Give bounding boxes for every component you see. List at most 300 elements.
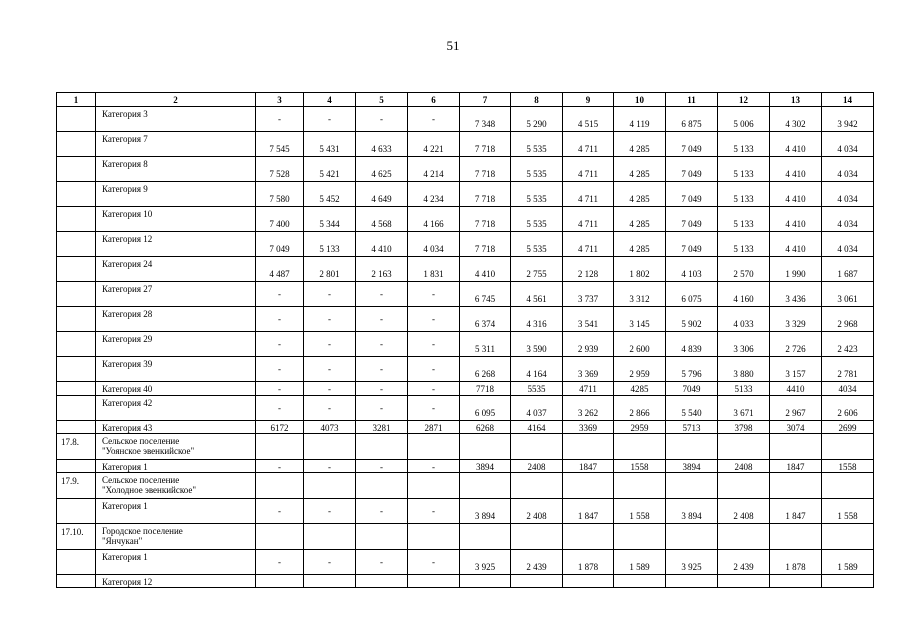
value-cell: 4 410 [770,132,822,157]
value-cell: 1558 [614,460,666,473]
value-cell: 3894 [460,460,511,473]
table-row [57,382,874,396]
row-name-cell [96,382,256,396]
value-cell: 5 535 [511,182,563,207]
value-cell: 2 128 [563,257,614,282]
value-cell: - [256,460,304,473]
value-cell [563,524,614,550]
value-cell [304,575,356,588]
value-cell: 3 925 [460,550,511,575]
row-number-cell [57,460,96,473]
column-header: 2 [96,93,256,107]
value-cell: 4 285 [614,232,666,257]
row-number-cell [57,307,96,332]
value-cell: 4 234 [408,182,460,207]
value-cell: 7 545 [256,132,304,157]
row-number-cell [57,107,96,132]
value-cell [563,473,614,499]
value-cell: - [304,382,356,396]
value-cell: 7 718 [460,232,511,257]
value-cell: - [304,107,356,132]
value-cell [356,575,408,588]
value-cell [304,434,356,460]
table-row [57,132,874,157]
value-cell [511,575,563,588]
value-cell: - [356,382,408,396]
column-header: 12 [718,93,770,107]
value-cell: 1 558 [822,499,874,524]
value-cell [666,524,718,550]
value-cell: 1 878 [563,550,614,575]
table-row [57,232,874,257]
value-cell: 1 878 [770,550,822,575]
value-cell: - [256,382,304,396]
column-header: 7 [460,93,511,107]
row-name-line: Категория 39 [102,359,153,369]
row-number-cell [57,357,96,382]
table-row [57,460,874,473]
value-cell: 2 570 [718,257,770,282]
value-cell [770,473,822,499]
value-cell: 1 589 [822,550,874,575]
value-cell: 4 285 [614,207,666,232]
value-cell: - [256,107,304,132]
value-cell: - [256,550,304,575]
value-cell: 5 535 [511,132,563,157]
value-cell: - [356,460,408,473]
table-row [57,499,874,524]
value-cell: 3 145 [614,307,666,332]
value-cell: 1 847 [770,499,822,524]
page-number: 51 [446,38,460,53]
value-cell: 5 452 [304,182,356,207]
value-cell: 2699 [822,421,874,434]
value-cell [718,575,770,588]
row-name-line: Категория 27 [102,284,153,294]
value-cell: 5 431 [304,132,356,157]
value-cell: - [304,499,356,524]
value-cell [408,473,460,499]
value-cell: - [356,357,408,382]
row-name-line: Сельское поселение [102,436,180,446]
value-cell: 3 262 [563,396,614,421]
row-number-cell [57,207,96,232]
value-cell: 4 410 [460,257,511,282]
value-cell: 7 049 [256,232,304,257]
row-name-cell [96,207,256,232]
value-cell: 3 541 [563,307,614,332]
value-cell: - [356,499,408,524]
row-number-cell [57,332,96,357]
row-name-cell [96,550,256,575]
value-cell: 7 049 [666,132,718,157]
value-cell: - [408,282,460,307]
value-cell: 1558 [822,460,874,473]
value-cell [666,473,718,499]
value-cell: 7049 [666,382,718,396]
value-cell: 5 535 [511,157,563,182]
table-row [57,107,874,132]
row-name-line: Городское поселение [102,526,183,536]
row-number-cell [57,396,96,421]
row-name-line: Категория 42 [102,398,153,408]
value-cell: 7 049 [666,207,718,232]
value-cell: 3 737 [563,282,614,307]
value-cell [666,434,718,460]
value-cell: 5535 [511,382,563,396]
row-name-cell [96,282,256,307]
row-name-cell [96,499,256,524]
value-cell [614,575,666,588]
value-cell: 3281 [356,421,408,434]
row-number-cell [57,382,96,396]
value-cell: 2 726 [770,332,822,357]
value-cell: 2 600 [614,332,666,357]
value-cell: 3074 [770,421,822,434]
value-cell [256,524,304,550]
value-cell: 4 410 [770,207,822,232]
value-cell: 3 894 [666,499,718,524]
value-cell: 4 160 [718,282,770,307]
value-cell: 4 625 [356,157,408,182]
row-name-line: Категория 28 [102,309,153,319]
value-cell: 3 436 [770,282,822,307]
value-cell: 5 290 [511,107,563,132]
value-cell: 1 589 [614,550,666,575]
value-cell: 4 711 [563,182,614,207]
row-name-cell [96,460,256,473]
value-cell: 4 711 [563,207,614,232]
table-row [57,524,874,550]
value-cell: 4711 [563,382,614,396]
value-cell: 6 745 [460,282,511,307]
value-cell: 4 034 [822,207,874,232]
value-cell: 4 034 [822,132,874,157]
column-header: 13 [770,93,822,107]
value-cell: - [408,499,460,524]
table-row [57,282,874,307]
value-cell: 4 649 [356,182,408,207]
value-cell [822,524,874,550]
value-cell: 5 535 [511,207,563,232]
table-row [57,550,874,575]
value-cell: 2408 [511,460,563,473]
row-name-line: Категория 8 [102,159,148,169]
row-name-line: Сельское поселение [102,475,180,485]
value-cell: - [256,307,304,332]
value-cell: 7 718 [460,132,511,157]
row-name-line: "Янчукан" [102,536,143,546]
value-cell: 3 590 [511,332,563,357]
value-cell: - [256,332,304,357]
value-cell: 6 095 [460,396,511,421]
value-cell: 4 633 [356,132,408,157]
value-cell: 4 166 [408,207,460,232]
value-cell: 4 487 [256,257,304,282]
value-cell: 5 133 [718,232,770,257]
row-name-line: Категория 24 [102,259,153,269]
table-row [57,257,874,282]
value-cell: - [304,332,356,357]
value-cell: 7 049 [666,232,718,257]
row-name-line: Категория 29 [102,334,153,344]
value-cell: 5 902 [666,307,718,332]
row-name-cell [96,232,256,257]
value-cell: 3 671 [718,396,770,421]
value-cell [511,473,563,499]
value-cell [460,524,511,550]
value-cell: 3 880 [718,357,770,382]
value-cell: 5133 [718,382,770,396]
column-header: 10 [614,93,666,107]
value-cell: - [304,550,356,575]
value-cell [718,434,770,460]
value-cell: 4 033 [718,307,770,332]
value-cell [356,524,408,550]
value-cell: - [356,396,408,421]
value-cell: 7718 [460,382,511,396]
value-cell: 1 847 [563,499,614,524]
row-name-cell [96,157,256,182]
row-name-cell [96,332,256,357]
value-cell: 2 408 [511,499,563,524]
value-cell [770,434,822,460]
row-name-cell [96,257,256,282]
value-cell: 4 037 [511,396,563,421]
value-cell [356,473,408,499]
column-header: 1 [57,93,96,107]
value-cell: - [304,307,356,332]
value-cell: 4 285 [614,157,666,182]
value-cell: 4 214 [408,157,460,182]
row-name-cell [96,307,256,332]
value-cell: 4285 [614,382,666,396]
value-cell [614,473,666,499]
value-cell: 4 302 [770,107,822,132]
row-name-line: Категория 1 [102,462,148,472]
value-cell: 5 006 [718,107,770,132]
value-cell: 3 942 [822,107,874,132]
value-cell: - [356,550,408,575]
value-cell: 1 802 [614,257,666,282]
value-cell: 2 939 [563,332,614,357]
value-cell: 4 034 [408,232,460,257]
value-cell: 4 711 [563,232,614,257]
value-cell: 7 580 [256,182,304,207]
value-cell [408,524,460,550]
tariff-table [56,92,874,588]
value-cell: 4 034 [822,157,874,182]
row-name-cell [96,421,256,434]
value-cell: 7 400 [256,207,304,232]
value-cell: 4 285 [614,132,666,157]
row-number-cell: 17.8. [57,434,96,460]
value-cell: 4410 [770,382,822,396]
value-cell [614,524,666,550]
column-header: 5 [356,93,408,107]
table-header-row [57,93,874,107]
value-cell: 5 311 [460,332,511,357]
value-cell [256,575,304,588]
value-cell: 5 133 [718,157,770,182]
value-cell: - [304,282,356,307]
value-cell: 3 925 [666,550,718,575]
value-cell: - [256,357,304,382]
value-cell: 3894 [666,460,718,473]
value-cell: 2 959 [614,357,666,382]
value-cell: - [356,107,408,132]
value-cell [304,473,356,499]
value-cell: 2 439 [718,550,770,575]
value-cell: 4 316 [511,307,563,332]
value-cell: 1847 [563,460,614,473]
value-cell: 6172 [256,421,304,434]
value-cell: 2 439 [511,550,563,575]
row-name-line: Категория 12 [102,577,153,587]
value-cell [356,434,408,460]
value-cell: 4 568 [356,207,408,232]
value-cell: 3 369 [563,357,614,382]
value-cell: - [408,382,460,396]
value-cell [460,575,511,588]
value-cell: 4 285 [614,182,666,207]
table-row [57,157,874,182]
value-cell: 5713 [666,421,718,434]
row-name-cell [96,132,256,157]
value-cell [511,434,563,460]
value-cell: - [356,307,408,332]
row-name-line: Категория 40 [102,384,153,394]
value-cell [822,434,874,460]
value-cell: 4073 [304,421,356,434]
value-cell: 3 061 [822,282,874,307]
value-cell [718,524,770,550]
value-cell: 4 034 [822,182,874,207]
value-cell: - [408,460,460,473]
value-cell: 2 968 [822,307,874,332]
value-cell: 4 711 [563,157,614,182]
value-cell: 3 157 [770,357,822,382]
value-cell: - [256,499,304,524]
table-row [57,307,874,332]
value-cell: 5 344 [304,207,356,232]
value-cell: 4 515 [563,107,614,132]
value-cell: 2408 [718,460,770,473]
value-cell: 6 075 [666,282,718,307]
column-header: 4 [304,93,356,107]
value-cell: 4 103 [666,257,718,282]
value-cell: 4 410 [770,157,822,182]
value-cell: 4 221 [408,132,460,157]
column-header: 9 [563,93,614,107]
value-cell: 2 801 [304,257,356,282]
row-number-cell [57,132,96,157]
row-name-cell [96,396,256,421]
value-cell: 4 119 [614,107,666,132]
value-cell [256,434,304,460]
value-cell: 4 410 [356,232,408,257]
row-name-line: Категория 1 [102,552,148,562]
row-name-cell [96,357,256,382]
row-number-cell: 17.9. [57,473,96,499]
value-cell [718,473,770,499]
value-cell: 3 306 [718,332,770,357]
row-name-line: Категория 7 [102,134,148,144]
value-cell: 2 408 [718,499,770,524]
value-cell: 4034 [822,382,874,396]
value-cell: - [356,332,408,357]
value-cell [563,434,614,460]
table-row [57,396,874,421]
row-number-cell [57,575,96,588]
value-cell: 2 866 [614,396,666,421]
column-header: 11 [666,93,718,107]
value-cell: 6 374 [460,307,511,332]
row-name-line: "Уоянское эвенкийское" [102,446,195,456]
value-cell: 2 606 [822,396,874,421]
value-cell: 1 687 [822,257,874,282]
row-name-line: Категория 12 [102,234,153,244]
row-name-line: "Холодное эвенкийское" [102,485,197,495]
value-cell: 4 164 [511,357,563,382]
row-number-cell [57,282,96,307]
value-cell: 3 312 [614,282,666,307]
value-cell: - [256,282,304,307]
value-cell: 7 049 [666,182,718,207]
row-number-cell [57,232,96,257]
value-cell: 2 755 [511,257,563,282]
value-cell [666,575,718,588]
value-cell: 1 831 [408,257,460,282]
table-row [57,182,874,207]
column-header: 8 [511,93,563,107]
value-cell: 4 410 [770,232,822,257]
table-row [57,207,874,232]
row-name-line: Категория 3 [102,109,148,119]
value-cell [304,524,356,550]
row-name-line: Категория 43 [102,423,153,433]
value-cell: 1847 [770,460,822,473]
row-name-line: Категория 10 [102,209,153,219]
table-row [57,357,874,382]
value-cell: 4 711 [563,132,614,157]
value-cell [408,575,460,588]
row-number-cell [57,421,96,434]
value-cell: - [256,396,304,421]
row-name-cell [96,575,256,588]
value-cell [256,473,304,499]
table-row [57,434,874,460]
value-cell: 3369 [563,421,614,434]
row-number-cell [57,257,96,282]
table-row [57,473,874,499]
value-cell: 2 781 [822,357,874,382]
value-cell [460,434,511,460]
row-name-cell [96,524,256,550]
value-cell [770,524,822,550]
value-cell: 7 718 [460,182,511,207]
value-cell: 5 133 [718,182,770,207]
row-number-cell [57,157,96,182]
value-cell: 3 894 [460,499,511,524]
column-header: 3 [256,93,304,107]
row-number-cell [57,182,96,207]
value-cell: - [408,332,460,357]
value-cell: 2959 [614,421,666,434]
row-name-line: Категория 9 [102,184,148,194]
value-cell: 4164 [511,421,563,434]
value-cell: - [304,357,356,382]
